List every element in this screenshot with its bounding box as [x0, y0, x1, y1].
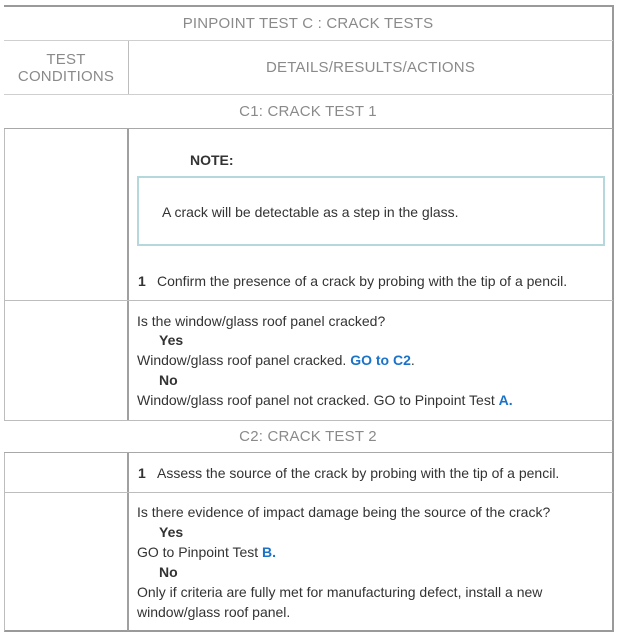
c1-step-number: 1 [138, 273, 146, 289]
c2-step-text: Assess the source of the crack by probing with the tip of a pencil. [157, 465, 560, 481]
table-title: PINPOINT TEST C : CRACK TESTS [182, 15, 434, 32]
c2-question: Is there evidence of impact damage being the source of the crack? [137, 504, 551, 520]
c1-yes-line [137, 350, 415, 370]
c1-pinpoint-a-link[interactable]: A. [498, 392, 513, 408]
c2-no-label: No [159, 564, 178, 580]
c1-yes-link-suffix: . [410, 352, 415, 368]
c1-go-to-c2-link[interactable]: GO to C2 [350, 352, 411, 368]
c1-yes-label: Yes [159, 332, 184, 348]
c2-step-number: 1 [138, 465, 146, 481]
c2-no-text-line1: Only if criteria are fully met for manufacturing defect, install a new [137, 584, 543, 600]
table-right-border [612, 421, 614, 453]
c1-no-line [137, 390, 513, 410]
c2-title: C2: CRACK TEST 2 [239, 428, 377, 445]
c2-yes-text: GO to Pinpoint Test [137, 544, 259, 560]
column-divider [127, 129, 129, 420]
c2-pinpoint-b-link[interactable]: B. [262, 544, 277, 560]
note-text: A crack will be detectable as a step in the glass. [162, 204, 459, 220]
divider [4, 492, 613, 493]
c1-yes-text: Window/glass roof panel cracked. [137, 352, 347, 368]
c2-no-text-line2: window/glass roof panel. [137, 604, 291, 620]
c1-question: Is the window/glass roof panel cracked? [137, 313, 386, 329]
c2-yes-label: Yes [159, 524, 184, 540]
c1-no-text: Window/glass roof panel not cracked. GO to Pinpoint Test [137, 392, 495, 408]
header-test-conditions-line2: CONDITIONS [17, 67, 115, 85]
c1-step-text: Confirm the presence of a crack by probing with the tip of a pencil. [157, 273, 568, 289]
column-divider [127, 453, 129, 631]
note-label: NOTE: [190, 152, 234, 168]
c1-title: C1: CRACK TEST 1 [239, 103, 377, 120]
header-test-conditions-line1: TEST [46, 50, 86, 68]
header-test-conditions [4, 41, 128, 94]
c1-no-label: No [159, 372, 178, 388]
table-right-border [612, 5, 614, 130]
c2-yes-line [137, 542, 276, 562]
header-details: DETAILS/RESULTS/ACTIONS [265, 59, 476, 76]
divider [4, 300, 613, 301]
